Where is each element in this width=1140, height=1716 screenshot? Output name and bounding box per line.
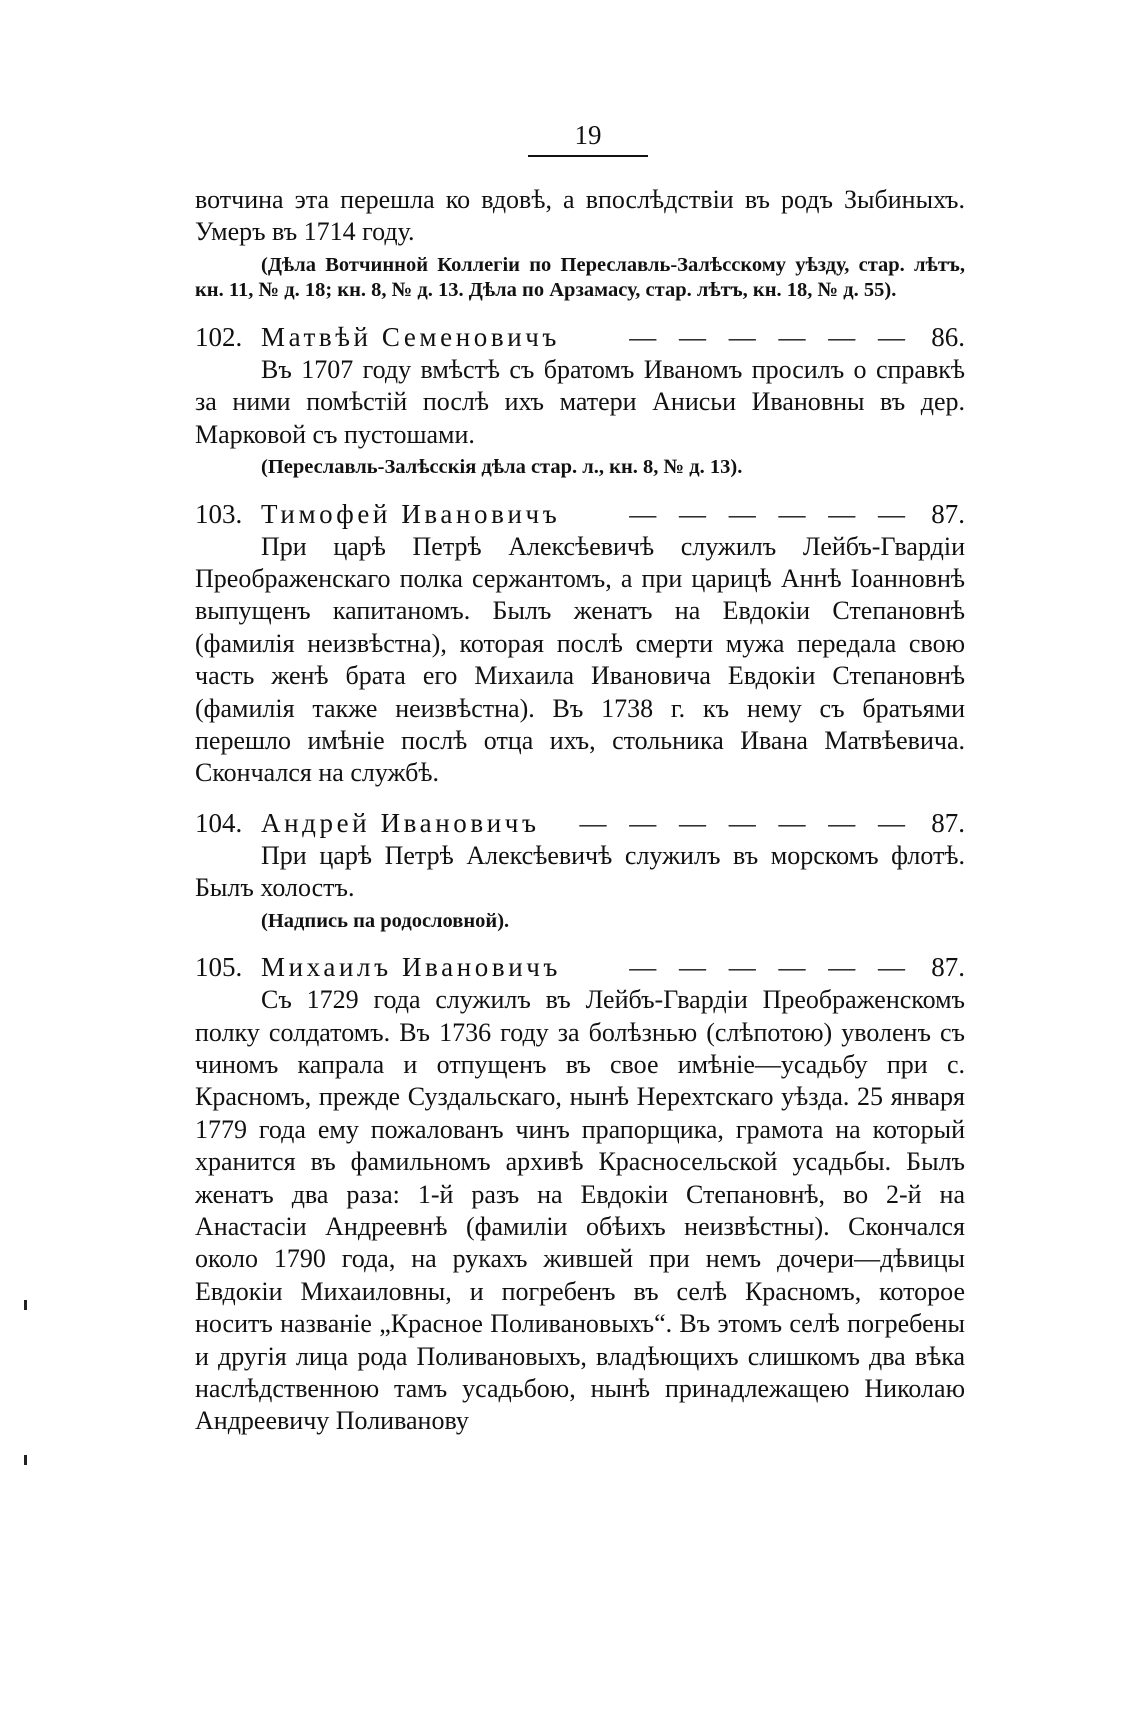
entry-number: 102. [195, 321, 243, 352]
entry-dash-leader: — — — — — — [629, 321, 913, 352]
entry-number: 103. [195, 498, 243, 529]
intro-paragraph: вотчина эта перешла ко вдовѣ, а впослѣдствіи въ родъ Зыбиныхъ. Умеръ въ 1714 году. [195, 185, 965, 247]
entry-text: При царѣ Петрѣ Алексѣевичѣ служилъ въ морскомъ флотѣ. Былъ холостъ. [195, 840, 965, 903]
entry-103 [195, 497, 965, 790]
entry-name: Тимофей Ивановичъ [261, 498, 561, 529]
entry-dash-leader: — — — — — — — [579, 807, 913, 838]
entry-heading [195, 806, 965, 840]
entry-text: Въ 1707 году вмѣстѣ съ братомъ Иваномъ просилъ о справкѣ за ними помѣстій послѣ ихъ матери Анисьи Ивановны въ дер. Марковой съ пустошами. [195, 354, 965, 449]
entry-number: 104. [195, 807, 243, 838]
entry-heading [195, 320, 965, 354]
margin-mark [24, 1455, 27, 1465]
entry-name: Матвѣй Семеновичъ [261, 321, 560, 352]
entry-source-note: (Переславль-Залѣсскія дѣла стар. л., кн. 8, № д. 13). [261, 456, 743, 479]
entry-104 [195, 806, 965, 934]
intro-source-note: (Дѣла Вотчинной Коллегіи по Переславль-Залѣсскому уѣзду, стар. лѣтъ, кн. 11, № д. 18; кн. 8, № д. 13. Дѣла по Арзамасу, стар. лѣтъ, кн. 18, № д. 55). [195, 253, 965, 302]
entry-name: Андрей Ивановичъ [261, 807, 540, 838]
entry-dash-leader: — — — — — — [629, 952, 913, 983]
entry-heading [195, 497, 965, 531]
entry-102 [195, 320, 965, 481]
entry-heading [195, 950, 965, 984]
entry-text: Съ 1729 года служилъ въ Лейбъ-Гвардіи Преображенскомъ полку солдатомъ. Въ 1736 году за болѣзнью (слѣпотою) уволенъ съ чиномъ капрала и отпущенъ въ свое имѣніе—усадьбу при с. Красномъ, прежде Суздальскаго, нынѣ Нерехтскаго уѣзда. 25 января 1779 года ему пожалованъ чинъ прапорщика, грамота на который хранится въ фамильномъ архивѣ Красносельской усадьбы. Былъ женатъ два раза: 1-й разъ на Евдокіи Степановнѣ, во 2-й на Анастасіи Андреевнѣ (фамиліи обѣихъ неизвѣстны). Скончался около 1790 года, на рукахъ жившей при немъ дочери—дѣвицы Евдокіи Михаиловны, и погребенъ въ селѣ Красномъ, которое носитъ названіе „Красное Поливановыхъ“. Въ этомъ селѣ погребены и другія лица рода Поливановыхъ, владѣющихъ слишкомъ два вѣка наслѣдственною тамъ усадьбою, нынѣ принадлежащею Николаю Андреевичу Поливанову [195, 985, 965, 1436]
entry-reference: 87. [931, 952, 965, 983]
entry-number: 105. [195, 952, 243, 983]
entry-reference: 87. [931, 807, 965, 838]
entry-source-note: (Надпись па родословной). [261, 909, 510, 932]
entry-text: При царѣ Петрѣ Алексѣевичѣ служилъ Лейбъ-Гвардіи Преображенскаго полка сержантомъ, а при царицѣ Аннѣ Іоанновнѣ выпущенъ капитаномъ. Былъ женатъ на Евдокіи Степановнѣ (фамилія неизвѣстна), которая послѣ смерти мужа передала свою часть женѣ брата его Михаила Ивановича Евдокіи Степановнѣ (фамилія также неизвѣстна). Въ 1738 г. къ нему съ братьями перешло имѣніе послѣ отца ихъ, стольника Ивана Матвѣевича. Скончался на службѣ. [195, 531, 965, 788]
entry-reference: 86. [931, 321, 965, 352]
margin-mark [24, 1300, 27, 1310]
entry-reference: 87. [931, 498, 965, 529]
page-content [195, 184, 965, 1438]
entry-name: Михаилъ Ивановичъ [261, 952, 561, 983]
entry-dash-leader: — — — — — — [629, 498, 913, 529]
page-number: 19 [528, 120, 648, 157]
entry-105 [195, 950, 965, 1438]
